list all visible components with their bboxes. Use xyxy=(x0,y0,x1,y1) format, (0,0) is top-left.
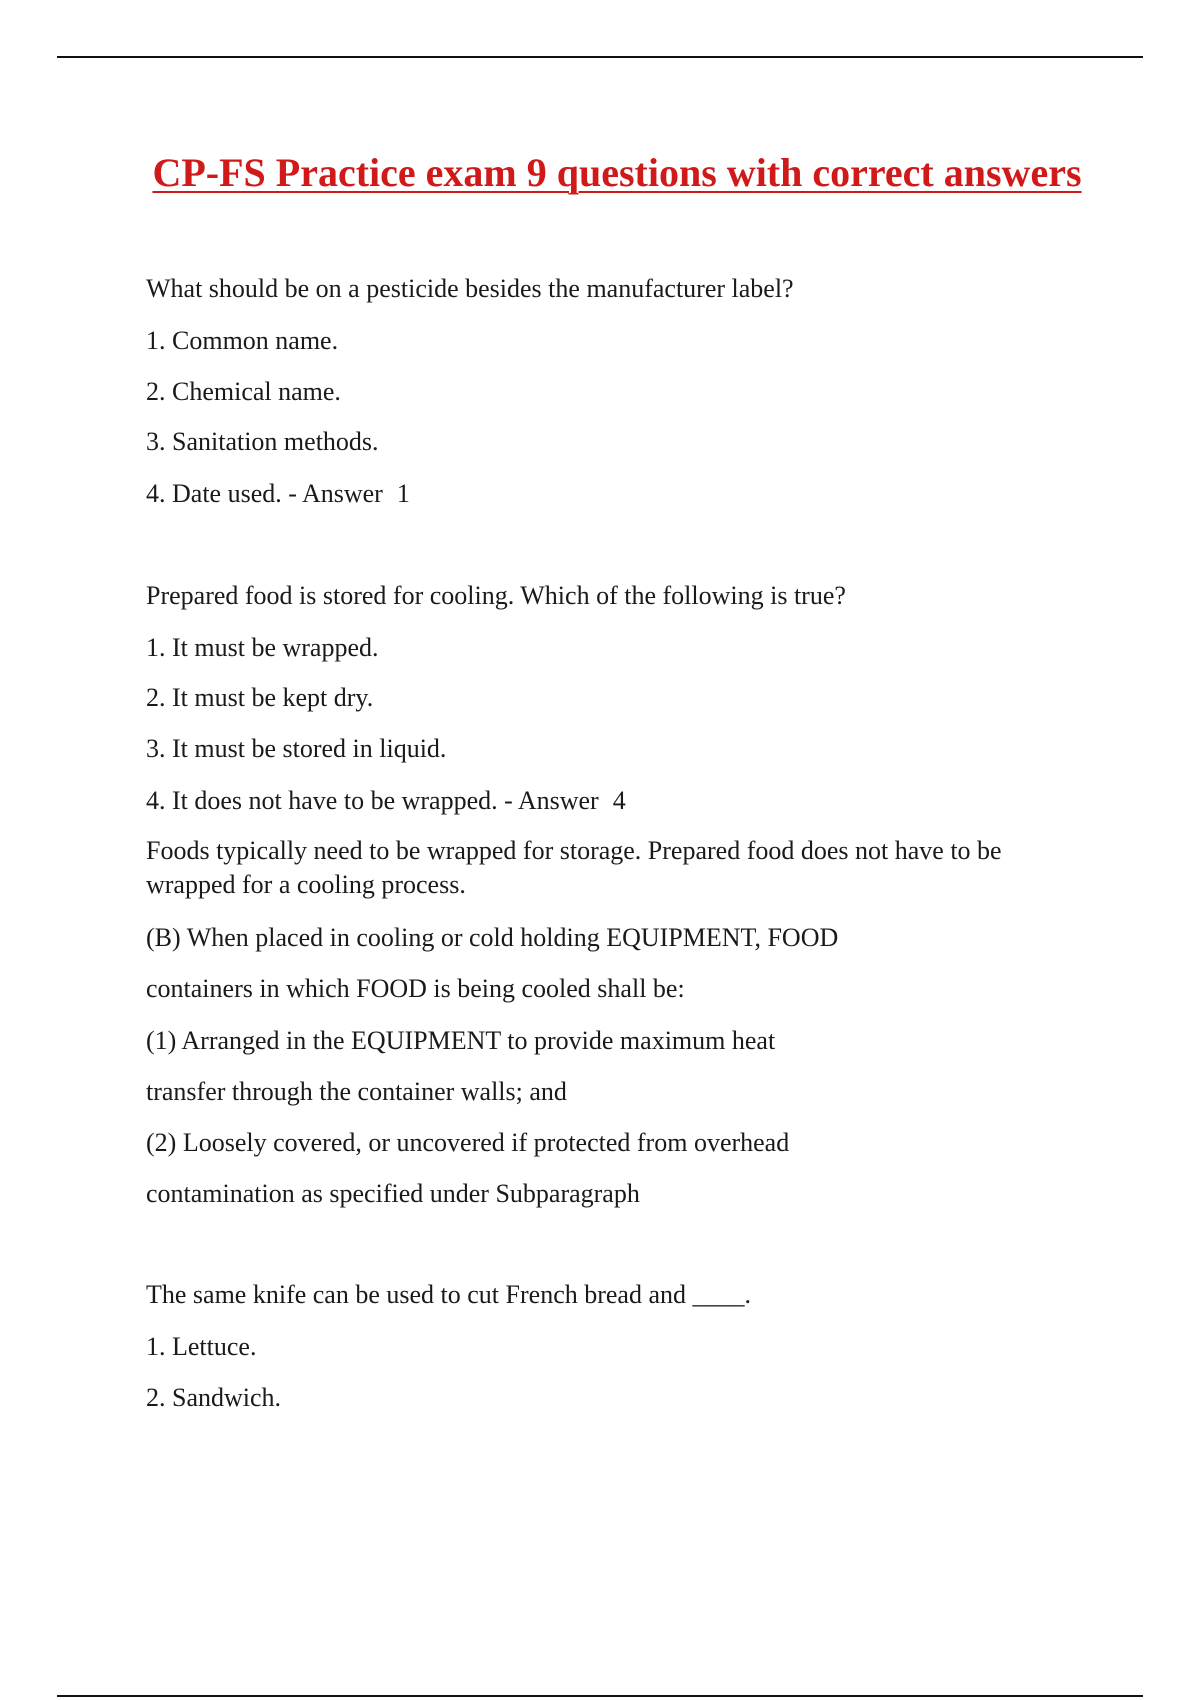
question-2-option-3: 3. It must be stored in liquid. xyxy=(146,734,447,763)
question-1-option-4 xyxy=(146,477,410,511)
question-1-option-1: 1. Common name. xyxy=(146,326,339,355)
question-1-prompt: What should be on a pesticide besides the manufacturer label? xyxy=(146,274,794,303)
question-3-prompt: The same knife can be used to cut French bread and ____. xyxy=(146,1280,752,1309)
question-1-option-4-text: 4. Date used. - Answer xyxy=(146,479,383,508)
question-2-reference-line-1: (B) When placed in cooling or cold holding EQUIPMENT, FOOD xyxy=(146,923,839,952)
question-3-option-1: 1. Lettuce. xyxy=(146,1332,257,1361)
question-2-reference-line-4: transfer through the container walls; and xyxy=(146,1077,567,1106)
question-2-option-4 xyxy=(146,784,626,818)
question-2-answer: 4 xyxy=(612,786,626,815)
bottom-rule xyxy=(57,1695,1143,1697)
top-rule xyxy=(57,56,1143,58)
page-title: CP-FS Practice exam 9 questions with correct answers xyxy=(152,150,1082,195)
question-2-reference-line-6: contamination as specified under Subparagraph xyxy=(146,1179,640,1208)
question-2-option-4-text: 4. It does not have to be wrapped. - Answer xyxy=(146,786,599,815)
question-2-reference-line-3: (1) Arranged in the EQUIPMENT to provide maximum heat xyxy=(146,1026,776,1055)
question-2-reference-line-2: containers in which FOOD is being cooled shall be: xyxy=(146,974,685,1003)
question-2-reference-line-5: (2) Loosely covered, or uncovered if protected from overhead xyxy=(146,1128,790,1157)
question-1-answer: 1 xyxy=(396,479,410,508)
question-2-option-1: 1. It must be wrapped. xyxy=(146,633,379,662)
question-3-option-2: 2. Sandwich. xyxy=(146,1383,282,1412)
question-2-prompt: Prepared food is stored for cooling. Which of the following is true? xyxy=(146,581,846,610)
question-2-explanation: Foods typically need to be wrapped for storage. Prepared food does not have to be wrapped for a cooling process. xyxy=(146,836,1002,899)
question-1-option-2: 2. Chemical name. xyxy=(146,377,341,406)
question-2-option-2: 2. It must be kept dry. xyxy=(146,683,374,712)
question-1-option-3: 3. Sanitation methods. xyxy=(146,427,379,456)
